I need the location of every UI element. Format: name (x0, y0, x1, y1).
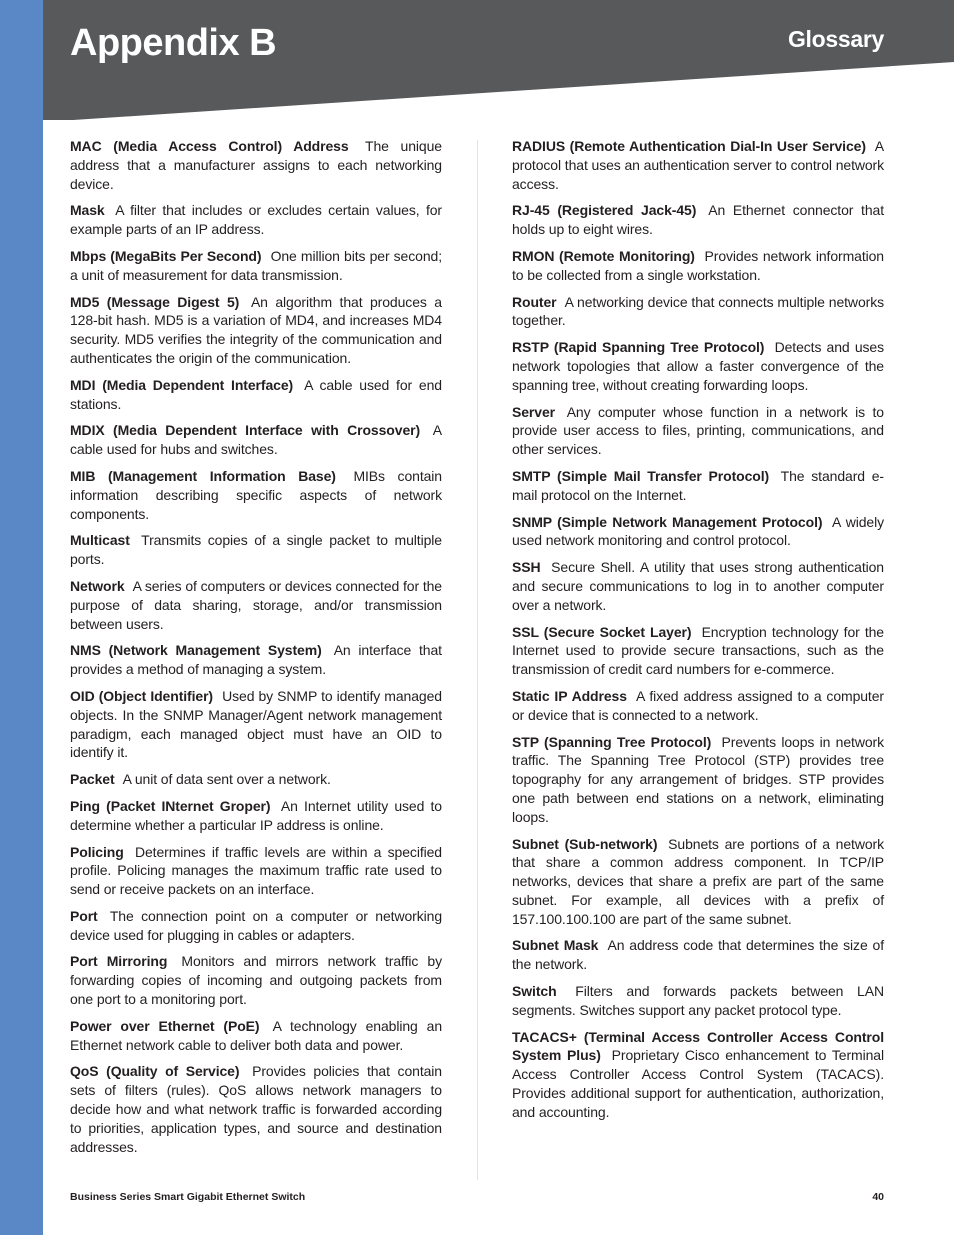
glossary-definition: An address code that determines the size of the network. (512, 937, 884, 973)
glossary-entry (512, 687, 884, 725)
glossary-definition: A cable used for hubs and switches. (70, 422, 442, 458)
glossary-definition: Proprietary Cisco enhancement to Terminal Access Controller Access Control System (TACACS). Provides additional support for authentication, authorization, and accounting. (512, 1047, 884, 1120)
glossary-entry (512, 137, 884, 193)
glossary-definition: A widely used network monitoring and control protocol. (512, 513, 885, 549)
glossary-definition: One million bits per second; a unit of measurement for data transmission. (70, 247, 442, 283)
glossary-term: Policing (70, 843, 124, 860)
glossary-definition: An interface that provides a method of managing a system. (70, 642, 442, 678)
glossary-entry (512, 982, 884, 1020)
glossary-definition: A series of computers or devices connected for the purpose of data sharing, storage, and/or transmission between users. (70, 577, 442, 632)
glossary-term: Multicast (70, 532, 130, 549)
glossary-definition: A protocol that uses an authentication server to control network access. (512, 138, 885, 192)
glossary-term: Power over Ethernet (PoE) (70, 1017, 260, 1034)
glossary-definition: Transmits copies of a single packet to multiple ports. (70, 532, 442, 568)
glossary-entry (512, 403, 884, 459)
glossary-definition: A networking device that connects multiple networks together. (512, 293, 884, 329)
glossary-definition: Provides network information to be collected from a single workstation. (512, 247, 884, 283)
glossary-term: Mask (70, 202, 105, 219)
glossary-definition: Provides policies that contain sets of filters (rules). QoS allows network managers to decide how and what network traffic is forwarded according to priorities, application types, and source and destination addresses. (70, 1063, 442, 1155)
glossary-entry (512, 623, 884, 679)
glossary-term: Subnet Mask (512, 937, 599, 954)
glossary-entry (512, 338, 884, 394)
glossary-term: Switch (512, 983, 557, 1000)
glossary-term: STP (Spanning Tree Protocol) (512, 733, 712, 750)
glossary-definition: An algorithm that produces a 128-bit hash. MD5 is a variation of MD4, and increases MD4 security. MD5 verifies the integrity of the communication and authenticates the origin of the communication. (70, 293, 442, 366)
glossary-entry (70, 376, 442, 414)
glossary-term: NMS (Network Management System) (70, 642, 322, 659)
glossary-term: Network (70, 577, 125, 594)
glossary-term: RJ-45 (Registered Jack-45) (512, 202, 697, 219)
glossary-entry (70, 531, 442, 569)
glossary-definition: Filters and forwards packets between LAN segments. Switches support any packet protocol type. (512, 983, 884, 1018)
column-divider (477, 140, 478, 1180)
glossary-term: Subnet (Sub-network) (512, 835, 658, 852)
appendix-title: Appendix B (70, 22, 277, 64)
glossary-definition: An Ethernet connector that holds up to eight wires. (512, 202, 885, 238)
glossary-entry (70, 770, 442, 789)
glossary-definition: Determines if traffic levels are within a specified profile. Policing manages the maximum traffic rate used to send or receive packets on an interface. (70, 843, 442, 898)
glossary-entry (512, 558, 884, 614)
glossary-entry (512, 293, 884, 331)
glossary-term: RADIUS (Remote Authentication Dial-In User Service) (512, 138, 866, 154)
glossary-term: Mbps (MegaBits Per Second) (70, 247, 262, 264)
glossary-term: MAC (Media Access Control) Address (70, 138, 349, 154)
glossary-term: QoS (Quality of Service) (70, 1063, 240, 1080)
header-slant (43, 0, 954, 130)
glossary-definition: Any computer whose function in a network is to provide user access to files, printing, communications, and other services. (512, 403, 884, 458)
glossary-column-right (512, 137, 884, 1130)
glossary-entry (70, 577, 442, 633)
glossary-column-left (70, 137, 442, 1164)
glossary-entry (70, 137, 442, 193)
glossary-entry (70, 907, 442, 945)
glossary-entry (512, 513, 884, 551)
glossary-definition: Monitors and mirrors network traffic by forwarding copies of incoming and outgoing packets from one port to a monitoring port. (70, 953, 442, 1008)
glossary-definition: The connection point on a computer or networking device used for plugging in cables or adapters. (70, 907, 442, 943)
glossary-entry (70, 247, 442, 285)
glossary-definition: Secure Shell. A utility that uses strong authentication and secure communications to log in to another computer over a network. (512, 559, 884, 613)
glossary-definition: MIBs contain information describing specific aspects of network components. (70, 467, 442, 522)
glossary-definition: A fixed address assigned to a computer or device that is connected to a network. (512, 687, 884, 723)
footer-product-name: Business Series Smart Gigabit Ethernet Switch (70, 1191, 306, 1203)
glossary-entry (70, 1062, 442, 1156)
glossary-definition: Prevents loops in network traffic. The Spanning Tree Protocol (STP) provides tree topography for any arrangement of bridges. STP provides one path between end stations on a network, eliminating loops. (512, 733, 884, 825)
glossary-term: RMON (Remote Monitoring) (512, 247, 695, 264)
glossary-definition: A filter that includes or excludes certain values, for example parts of an IP address. (70, 202, 442, 238)
glossary-term: SSL (Secure Socket Layer) (512, 623, 692, 640)
glossary-entry (70, 952, 442, 1008)
glossary-term: TACACS+ (Terminal Access Controller Access Control System Plus) (512, 1028, 884, 1064)
glossary-term: SNMP (Simple Network Management Protocol) (512, 513, 823, 530)
glossary-definition: A unit of data sent over a network. (122, 771, 331, 788)
glossary-definition: A technology enabling an Ethernet network cable to deliver both data and power. (70, 1017, 443, 1053)
glossary-entry (512, 467, 884, 505)
section-title: Glossary (787, 26, 884, 52)
glossary-entry (70, 843, 442, 899)
page-number: 40 (872, 1191, 884, 1203)
glossary-term: RSTP (Rapid Spanning Tree Protocol) (512, 339, 765, 356)
glossary-term: Router (512, 293, 557, 310)
glossary-definition: Subnets are portions of a network that share a common address component. In TCP/IP networks, devices that share a prefix are part of the same subnet. For example, all devices with a prefix of 157.100.100.100 are part of the same subnet. (512, 835, 884, 927)
glossary-definition: An Internet utility used to determine whether a particular IP address is online. (70, 797, 442, 833)
glossary-term: Packet (70, 771, 115, 788)
glossary-entry (70, 421, 442, 459)
glossary-entry (512, 835, 884, 929)
glossary-entry (512, 733, 884, 827)
glossary-term: Server (512, 403, 555, 420)
glossary-entry (512, 201, 884, 239)
glossary-term: Port (70, 907, 98, 924)
glossary-definition: Used by SNMP to identify managed objects. In the SNMP Manager/Agent network management paradigm, each managed object must have an OID to identify it. (70, 687, 442, 761)
glossary-term: MDIX (Media Dependent Interface with Crossover) (70, 422, 421, 439)
glossary-entry (70, 293, 442, 368)
glossary-term: MIB (Management Information Base) (70, 467, 336, 484)
glossary-entry (70, 687, 442, 762)
glossary-entry (70, 641, 442, 679)
glossary-term: SSH (512, 559, 541, 576)
glossary-entry (512, 247, 884, 285)
glossary-term: Ping (Packet INternet Groper) (70, 797, 271, 814)
glossary-definition: A cable used for end stations. (70, 376, 442, 412)
glossary-term: Port Mirroring (70, 953, 168, 970)
glossary-term: MDI (Media Dependent Interface) (70, 376, 294, 393)
glossary-definition: Encryption technology for the Internet used to provide secure transactions, such as the transmission of credit card numbers for e-commerce. (512, 623, 884, 678)
glossary-entry (512, 936, 884, 974)
glossary-term: SMTP (Simple Mail Transfer Protocol) (512, 467, 770, 484)
glossary-definition: The standard e-mail protocol on the Internet. (512, 467, 884, 503)
glossary-term: OID (Object Identifier) (70, 687, 213, 704)
glossary-entry (70, 1017, 442, 1055)
glossary-entry (512, 1028, 884, 1122)
glossary-entry (70, 201, 442, 239)
glossary-definition: The unique address that a manufacturer assigns to each networking device. (70, 138, 442, 192)
glossary-entry (70, 797, 442, 835)
glossary-term: MD5 (Message Digest 5) (70, 293, 240, 310)
side-accent-bar (0, 0, 43, 1235)
glossary-entry (70, 467, 442, 523)
glossary-term: Static IP Address (512, 687, 627, 704)
glossary-definition: Detects and uses network topologies that allow a faster convergence of the spanning tree, without creating forwarding loops. (512, 339, 884, 393)
